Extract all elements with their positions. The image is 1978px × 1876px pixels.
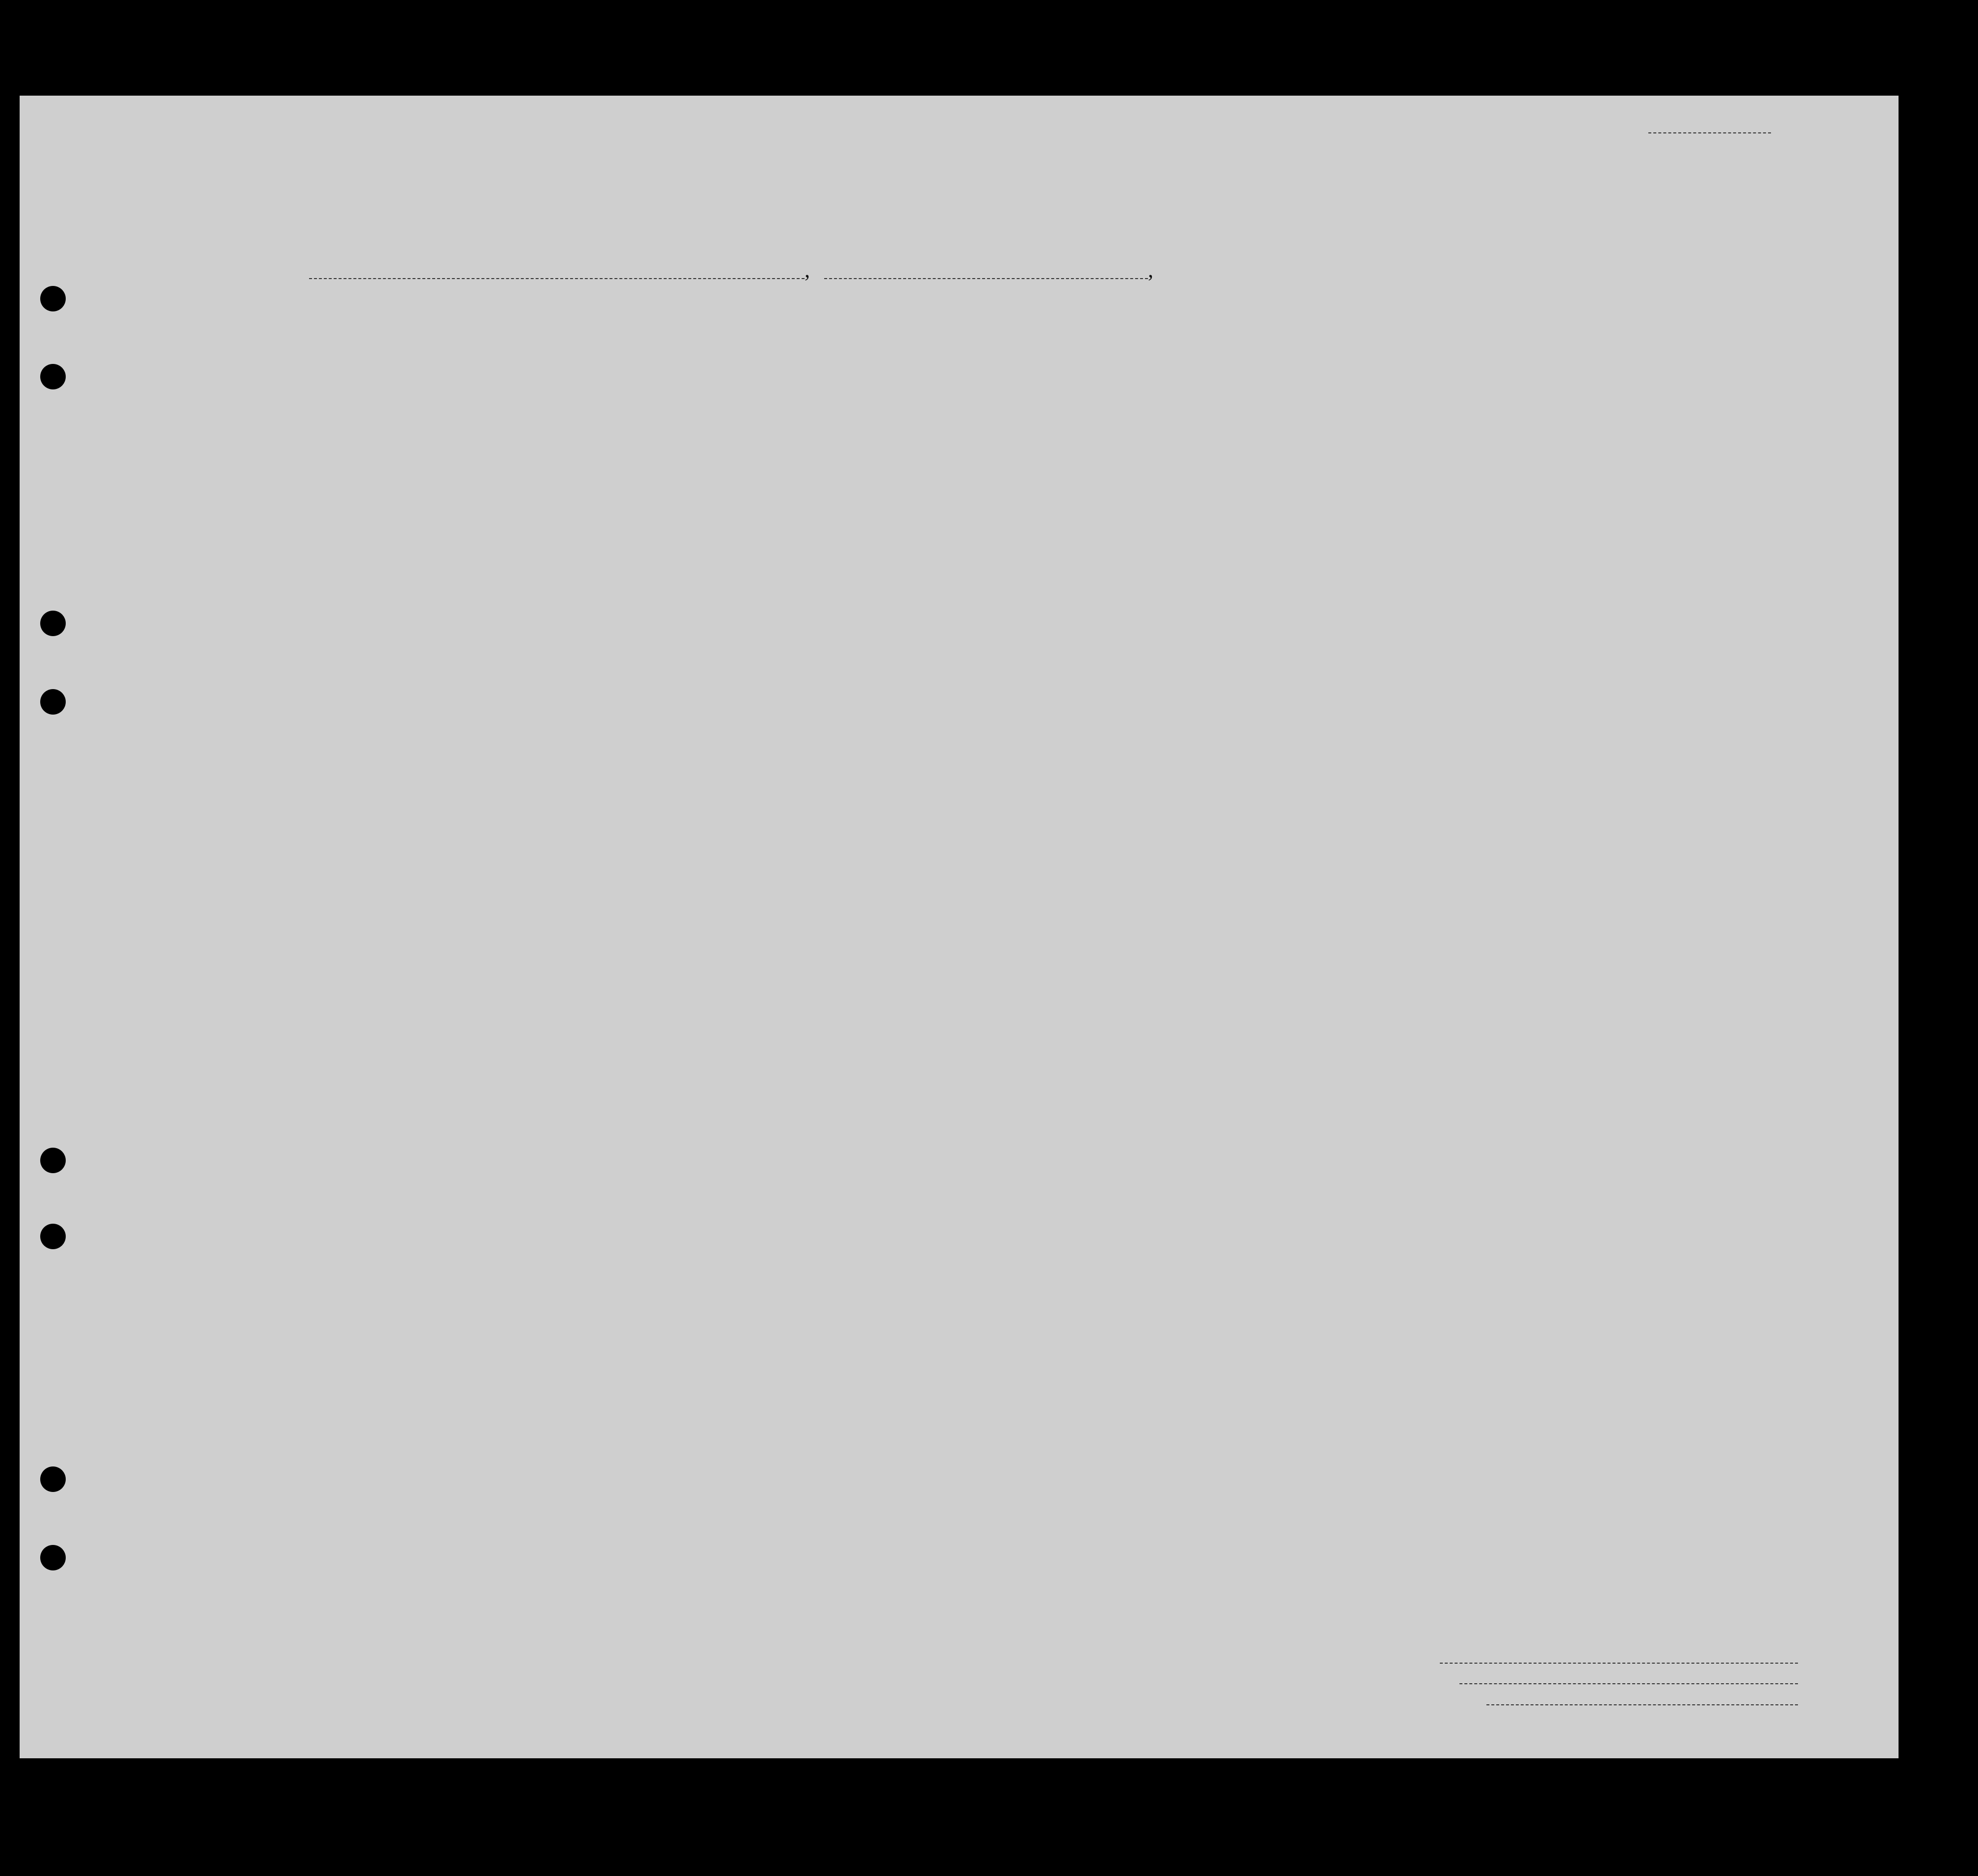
binder-hole	[40, 1224, 66, 1249]
binder-hole	[40, 1148, 66, 1173]
header-overthrow	[1320, 336, 1364, 542]
binder-hole	[40, 1466, 66, 1492]
header-return-intent	[1127, 363, 1158, 540]
owners-underline	[1459, 1683, 1798, 1684]
header-citizen-intent	[1199, 363, 1229, 540]
binder-hole	[40, 364, 66, 389]
table-grid	[20, 96, 1899, 1758]
binder-hole	[40, 286, 66, 311]
comma-2: ,	[1148, 258, 1153, 282]
header-offer-of-labor	[1381, 336, 1410, 542]
line-underline	[1440, 1663, 1798, 1664]
header-length-of-stay	[1165, 363, 1195, 540]
binder-hole	[40, 1545, 66, 1570]
header-excluded	[1415, 336, 1435, 542]
comma-1: ,	[805, 258, 810, 282]
local-agents-underline	[1486, 1704, 1798, 1705]
header-arrested	[1439, 336, 1458, 542]
manifest-sheet	[20, 96, 1899, 1758]
header-prison	[1235, 336, 1257, 542]
binder-hole	[40, 689, 66, 715]
binder-hole	[40, 611, 66, 636]
